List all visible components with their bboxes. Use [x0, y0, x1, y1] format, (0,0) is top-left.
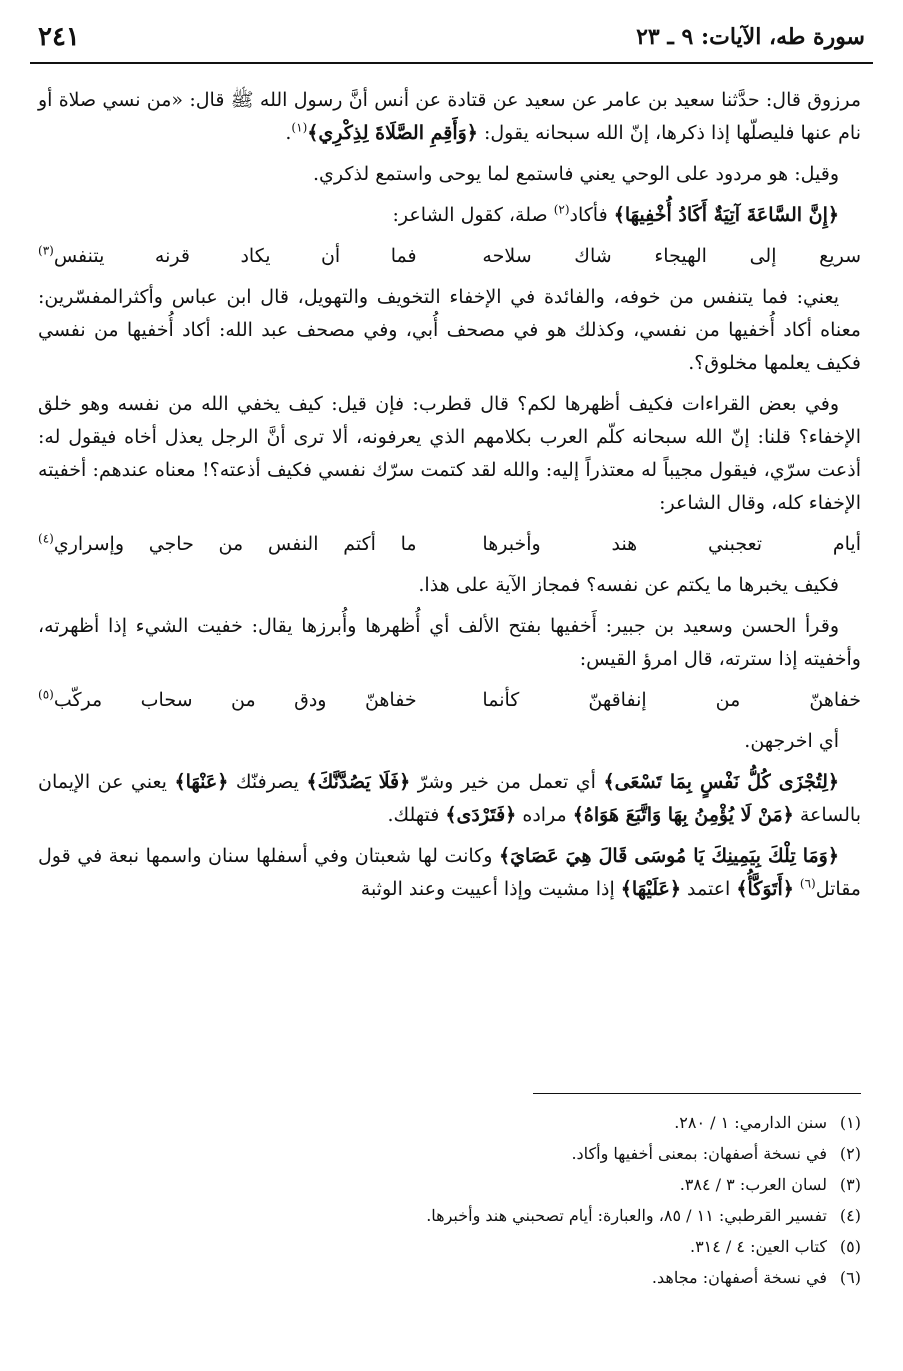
- quran-verse: ﴿أَتَوَكَّأُ﴾: [736, 878, 794, 900]
- footnote-ref: (٥): [38, 687, 54, 702]
- footnote-ref: (٣): [38, 243, 54, 258]
- footnote-ref: (٦): [799, 876, 816, 891]
- footnote-ref: (٢): [553, 202, 570, 217]
- paragraph: وقرأ الحسن وسعيد بن جبير: أَخفيها بفتح الألف أي أُظهرها وأُبرزها يقال: خفيت الشيء إذا أظهرته، وأخفيته إذا سترته، قال امرؤ القيس:: [38, 615, 861, 670]
- footnote: [300, 1231, 861, 1262]
- footnote-number: (٢): [839, 1144, 861, 1163]
- hemistich-second: فما أن يكاد قرنه يتنفس$^{(٣)}$: [38, 243, 417, 267]
- footnote-number: (١): [839, 1113, 861, 1132]
- footnote-text: في نسخة أصفهان: بمعنى أخفيها وأكاد.: [571, 1144, 827, 1163]
- hemistich-first: أيام تعجبني هند وأخبرها: [482, 533, 861, 555]
- quran-verse: ﴿مَنْ لَا يُؤْمِنُ بِهَا وَاتَّبَعَ هَوَاهُ﴾: [572, 804, 794, 826]
- quran-verse: ﴿فَتَرْدَى﴾: [445, 804, 517, 826]
- quran-verse: ﴿وَأَقِمِ الصَّلَاةَ لِذِكْرِي﴾: [307, 122, 478, 144]
- running-title: سورة طه، الآيات: ٩ ـ ٢٣: [636, 24, 865, 50]
- poetry-verse: [38, 684, 861, 717]
- quran-verse: ﴿لِتُجْزَى كُلُّ نَفْسٍ بِمَا تَسْعَى﴾: [603, 771, 840, 793]
- hemistich-second: خفاهنّ ودق من سحاب مركّب$^{(٥)}$: [38, 687, 417, 711]
- page-header: [30, 22, 873, 64]
- footnotes: [300, 1107, 861, 1293]
- paragraph: يعني: فما يتنفس من خوفه، والفائدة في الإخفاء التخويف والتهويل، قال ابن عباس وأكثرالمفسّرين: معناه أكاد أُخفيها من نفسي، وكذلك هو في مصحف أُبي، وفي مصحف عبد الله: أكاد أُخفيها من نفسي فكيف يعلمها مخلوق؟.: [38, 286, 861, 374]
- hemistich-second: ما أكتم النفس من حاجي وإسراري$^{(٤)}$: [38, 531, 417, 555]
- footnote-number: (٦): [839, 1268, 861, 1287]
- hemistich-first: خفاهنّ من إنفاقهنّ كأنما: [482, 689, 861, 711]
- paragraph: ﴿لِتُجْزَى كُلُّ نَفْسٍ بِمَا تَسْعَى﴾ أي تعمل من خير وشرّ ﴿فَلَا يَصُدَّنَّكَ﴾ يصرفنّك ﴿عَنْهَا﴾ يعني عن الإيمان بالساعة ﴿مَنْ لَا يُؤْمِنُ بِهَا وَاتَّبَعَ هَوَاهُ﴾ مراده ﴿فَتَرْدَى﴾ فتهلك.: [38, 771, 861, 826]
- quran-verse: ﴿عَنْهَا﴾: [174, 771, 229, 793]
- footnote-number: (٤): [839, 1206, 861, 1225]
- main-text: [38, 84, 861, 914]
- paragraph: ﴿إِنَّ السَّاعَةَ آتِيَةٌ أَكَادُ أُخْفِيهَا﴾ فأكاد$^{(٢)}$ صلة، كقول الشاعر:: [392, 202, 839, 226]
- footnote: [300, 1169, 861, 1200]
- paragraph: وفي بعض القراءات فكيف أظهرها لكم؟ قال قطرب: فإن قيل: كيف يخفي الله من نفسه وهو خلق الإخفاء؟ قلنا: إنّ الله سبحانه كلّم العرب بكلامهم الذي يعرفونه، ألا ترى أنَّ الرجل يعذل أخاه فيقول له: أذعت سرّي، فيقول مجيباً له معتذراً إليه: والله لقد كتمت سرّك نفسي فكيف أذعته؟! معناه عندهم: أخفيته الإخفاء كله، وقال الشاعر:: [38, 393, 861, 514]
- paragraph: فكيف يخبرها ما يكتم عن نفسه؟ فمجاز الآية على هذا.: [418, 574, 839, 596]
- footnote-text: سنن الدارمي: ١ / ٢٨٠.: [674, 1113, 827, 1132]
- poetry-verse: [38, 240, 861, 273]
- quran-verse: ﴿عَلَيْهَا﴾: [620, 878, 681, 900]
- quran-verse: ﴿إِنَّ السَّاعَةَ آتِيَةٌ أَكَادُ أُخْفِيهَا﴾: [613, 204, 839, 226]
- footnote-text: كتاب العين: ٤ / ٣١٤.: [689, 1237, 827, 1256]
- footnote-number: (٥): [839, 1237, 861, 1256]
- footnote: [300, 1138, 861, 1169]
- footnote-separator: [533, 1093, 861, 1094]
- footnote-ref: (١): [291, 120, 308, 135]
- hemistich-first: سريع إلى الهيجاء شاك سلاحه: [482, 245, 861, 267]
- footnote-ref: (٤): [38, 531, 54, 546]
- footnote-text: في نسخة أصفهان: مجاهد.: [651, 1268, 827, 1287]
- page-number: ٢٤١: [38, 22, 80, 52]
- paragraph: أي اخرجهن.: [744, 730, 839, 752]
- paragraph: مرزوق قال: حدَّثنا سعيد بن عامر عن سعيد عن قتادة عن أنس أنَّ رسول الله ﷺ قال: «من نسي صلاة أو نام عنها فليصلّها إذا ذكرها، إنّ الله سبحانه يقول: ﴿وَأَقِمِ الصَّلَاةَ لِذِكْرِي﴾$^{(١)}$.: [38, 89, 861, 144]
- paragraph: وقيل: هو مردود على الوحي يعني فاستمع لما يوحى واستمع لذكري.: [313, 163, 839, 185]
- footnote: [300, 1200, 861, 1231]
- poetry-verse: [38, 528, 861, 561]
- paragraph: ﴿وَمَا تِلْكَ بِيَمِينِكَ يَا مُوسَى قَالَ هِيَ عَصَايَ﴾ وكانت لها شعبتان وفي أسفلها سنان واسمها نبعة في قول مقاتل$^{(٦)}$ ﴿أَتَوَكَّأُ﴾ اعتمد ﴿عَلَيْهَا﴾ إذا مشيت وإذا أعييت وعند الوثبة: [38, 845, 861, 900]
- footnote: [300, 1262, 861, 1293]
- footnote: [300, 1107, 861, 1138]
- quran-verse: ﴿فَلَا يَصُدَّنَّكَ﴾: [306, 771, 411, 793]
- footnote-text: تفسير القرطبي: ١١ / ٨٥، والعبارة: أيام تصحبني هند وأخبرها.: [426, 1206, 827, 1225]
- quran-verse: ﴿وَمَا تِلْكَ بِيَمِينِكَ يَا مُوسَى قَالَ هِيَ عَصَايَ﴾: [498, 845, 839, 867]
- footnote-number: (٣): [839, 1175, 861, 1194]
- footnote-text: لسان العرب: ٣ / ٣٨٤.: [679, 1175, 827, 1194]
